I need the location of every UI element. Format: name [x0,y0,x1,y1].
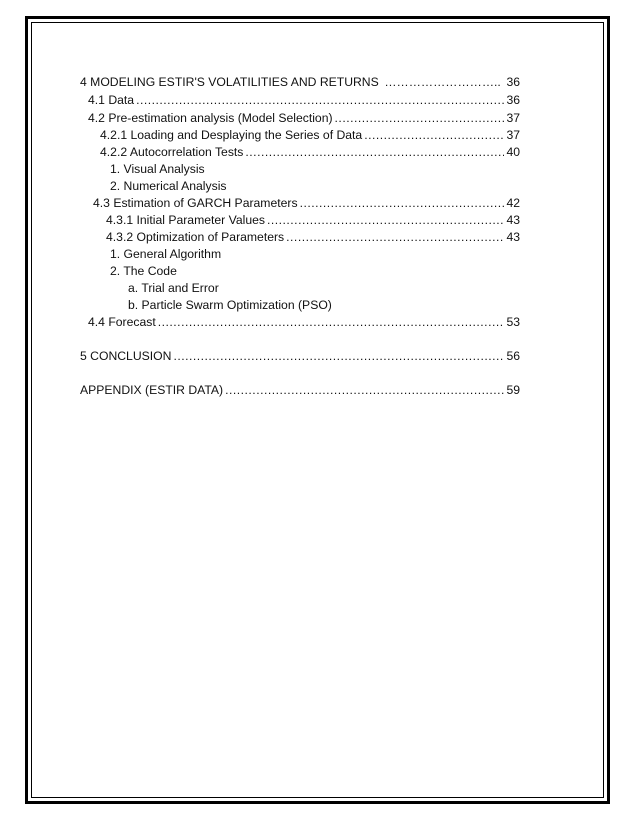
toc-leader [245,144,504,160]
toc-page: 36 [506,93,520,107]
toc-entry-4-1[interactable] [88,92,520,108]
toc-entry-4-4[interactable] [88,314,520,330]
toc-entry-4-2-1[interactable] [100,127,520,143]
toc-entry-chapter-4[interactable] [80,74,520,90]
toc-leader [300,195,505,211]
toc-title: APPENDIX (ESTIR DATA) [80,383,224,397]
toc-page: 42 [506,196,520,210]
toc-page: 43 [506,213,520,227]
toc-entry-4-3-1[interactable] [106,212,520,228]
toc-leader [364,127,504,143]
toc-title: 4.2.2 Autocorrelation Tests [100,145,244,159]
toc-item-visual-analysis: 1. Visual Analysis [110,162,205,176]
toc-entry-appendix[interactable] [80,382,520,398]
toc-page: 53 [506,315,520,329]
toc-leader [286,229,504,245]
toc-leader [225,382,504,398]
toc-title: 4.1 Data [88,93,135,107]
toc-title: 4.2 Pre-estimation analysis (Model Selection) [88,111,333,125]
toc-item-pso: b. Particle Swarm Optimization (PSO) [128,298,332,312]
toc-title: 4.3.2 Optimization of Parameters [106,230,285,244]
toc-leader: ……………………….. [384,75,501,89]
toc-page: 40 [506,145,520,159]
toc-page: 56 [506,349,520,363]
toc-title: 4.3.1 Initial Parameter Values [106,213,265,227]
toc-item-the-code: 2. The Code [110,264,177,278]
toc-leader [136,92,504,108]
toc-entry-4-2-2[interactable] [100,144,520,160]
toc-entry-chapter-5[interactable] [80,348,520,364]
toc-title: 5 CONCLUSION [80,349,172,363]
toc-item-numerical-analysis: 2. Numerical Analysis [110,179,227,193]
toc-leader [267,212,504,228]
toc-leader [173,348,504,364]
toc-page: 37 [506,128,520,142]
toc-page: 36 [506,75,520,89]
toc-entry-4-3[interactable] [93,195,520,211]
toc-title: 4.2.1 Loading and Desplaying the Series of Data [100,128,363,142]
toc-title: 4.3 Estimation of GARCH Parameters [93,196,298,210]
toc-page: 59 [506,383,520,397]
toc-item-general-algorithm: 1. General Algorithm [110,247,222,261]
toc-entry-4-2[interactable] [88,110,520,126]
toc-entry-4-3-2[interactable] [106,229,520,245]
toc-leader [335,110,505,126]
toc-title: 4 MODELING ESTIR'S VOLATILITIES AND RETURNS [80,75,379,89]
toc-title: 4.4 Forecast [88,315,156,329]
toc-page: 43 [506,230,520,244]
toc-page: 37 [506,111,520,125]
toc-leader [158,314,505,330]
toc-item-trial-and-error: a. Trial and Error [128,281,219,295]
